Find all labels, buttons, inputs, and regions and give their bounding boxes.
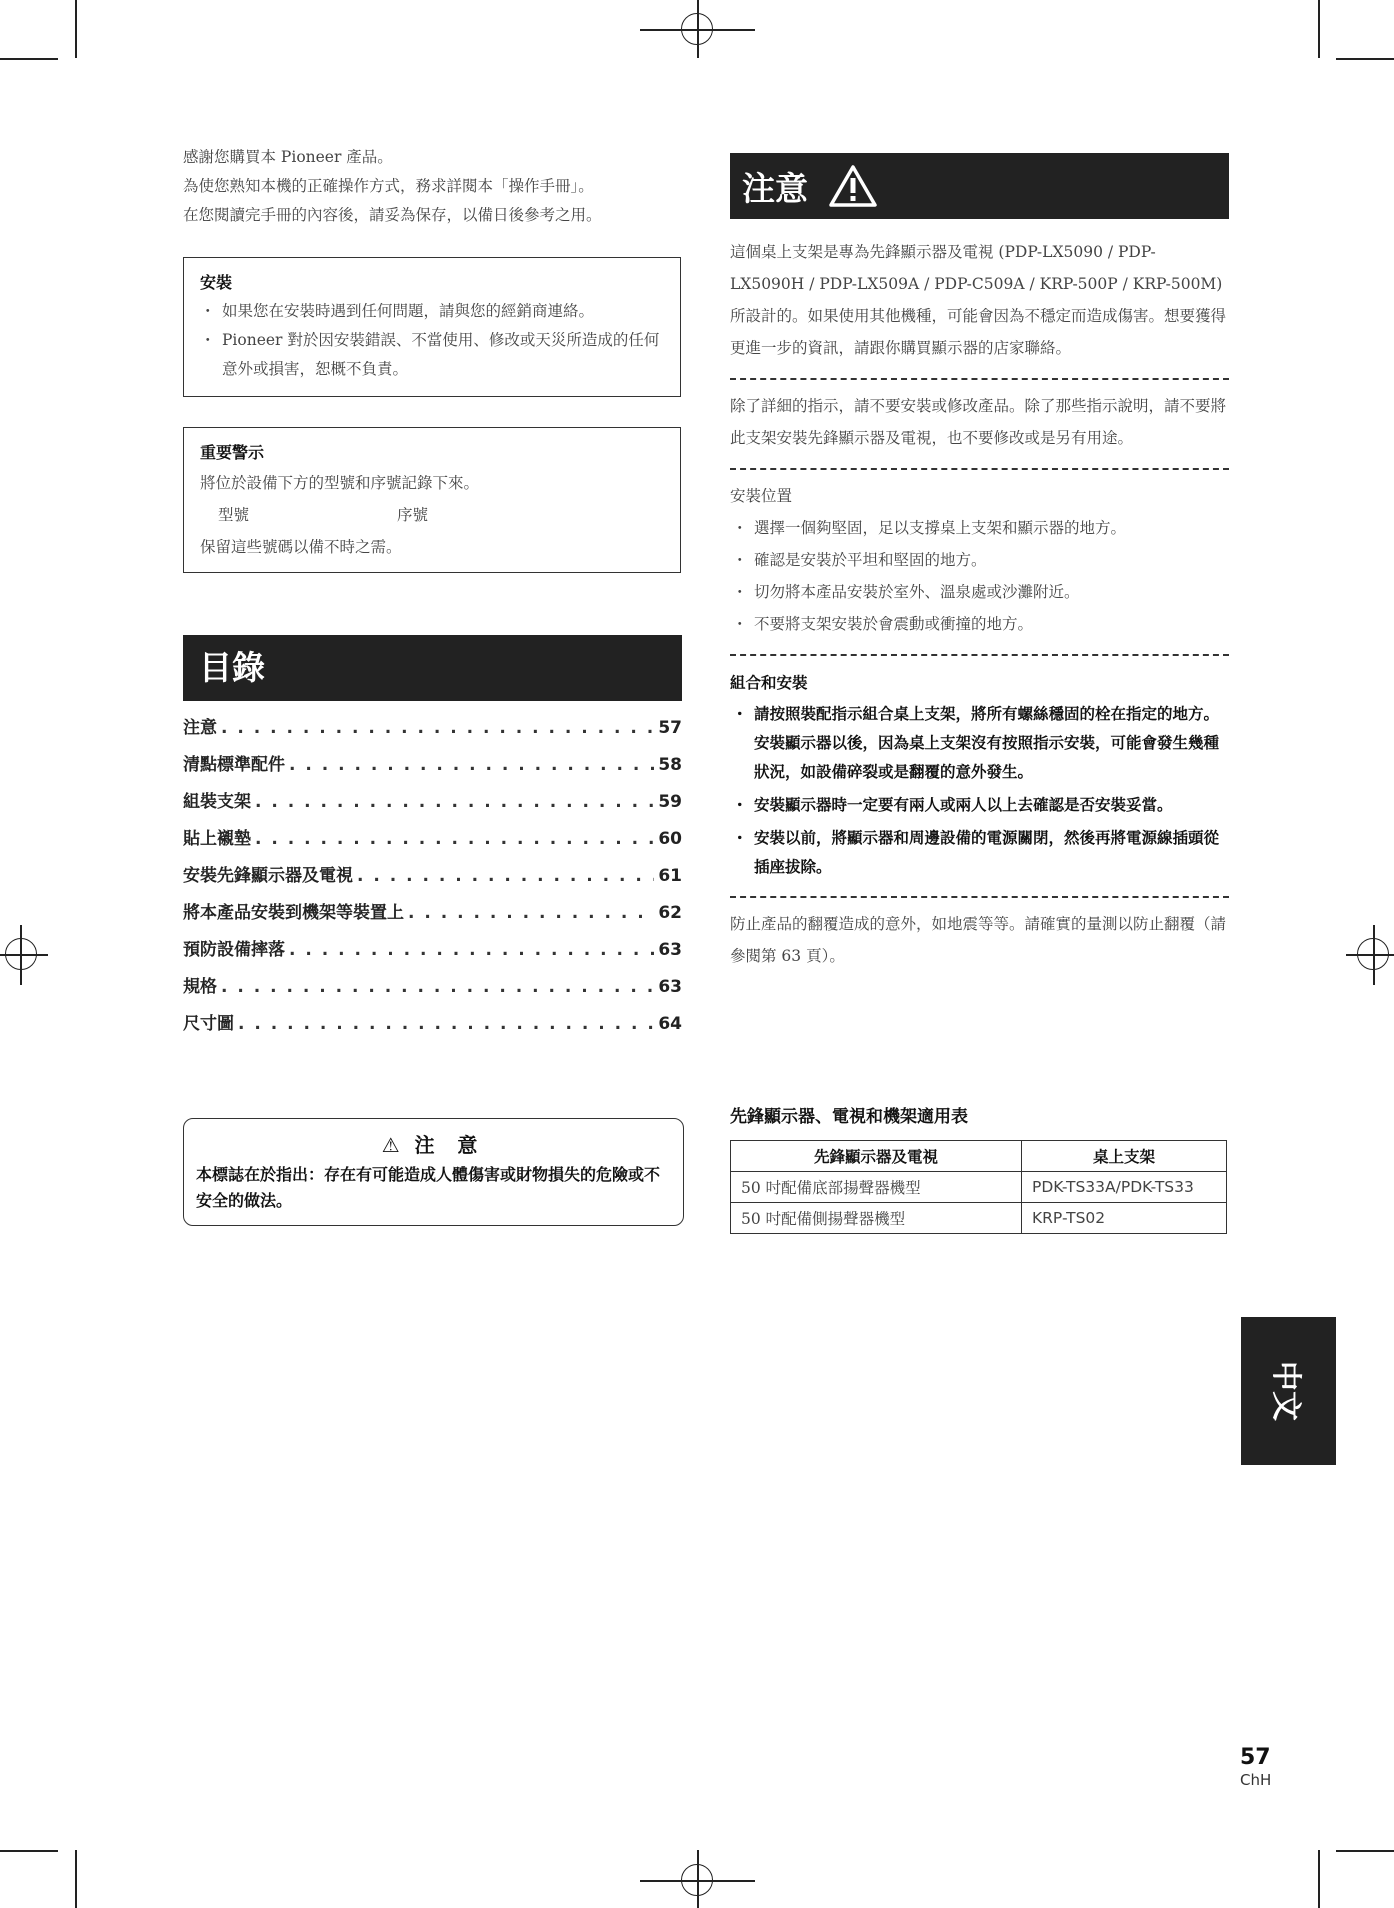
toc-entry-page: 59: [658, 792, 682, 812]
toc-entry[interactable]: [183, 935, 682, 972]
page-number: 57: [1240, 1745, 1271, 1770]
crop-mark: [1318, 0, 1320, 58]
toc-entry[interactable]: [183, 1009, 682, 1046]
table-title: 先鋒顯示器、電視和機架適用表: [730, 1107, 968, 1127]
toc-entry[interactable]: [183, 824, 682, 861]
toc-leader-dots: [221, 718, 654, 738]
location-title: 安裝位置: [730, 487, 793, 505]
table-header: 桌上支架: [1022, 1141, 1227, 1172]
toc-entry-label: 清點標準配件: [183, 755, 285, 775]
warning-text: 本標誌在於指出：存在有可能造成人體傷害或財物損失的危險或不安全的做法。: [196, 1165, 661, 1210]
dashed-divider: [730, 468, 1229, 470]
toc-leader-dots: [408, 903, 654, 923]
warning-triangle-icon: [828, 164, 878, 208]
table-cell: 50 吋配備側揚聲器機型: [731, 1203, 1022, 1234]
registration-mark: [681, 13, 713, 45]
table-cell: KRP-TS02: [1022, 1203, 1227, 1234]
table-row: [731, 1203, 1227, 1234]
caution-intro: 這個桌上支架是專為先鋒顯示器及電視 (PDP-LX5090 / PDP-LX5090H / PDP-LX509A / PDP-C509A / KRP-500P / KRP-500M) 所設計的。如果使用其他機種，可能會因為不穩定而造成傷害。想要獲得更進一步的資訊，請跟你購買顯示器的店家聯絡。: [730, 243, 1227, 357]
dashed-divider: [730, 896, 1229, 898]
location-item: ・ 確認是安裝於平坦和堅固的地方。: [730, 544, 1229, 576]
toc-entry[interactable]: [183, 713, 682, 750]
caution-paragraph: 防止產品的翻覆造成的意外，如地震等等。請確實的量測以防止翻覆（請參閱第 63 頁）。: [730, 915, 1227, 965]
toc-entry-page: 63: [658, 940, 682, 960]
toc-entry[interactable]: [183, 787, 682, 824]
toc-entry[interactable]: [183, 898, 682, 935]
notice-box: [183, 427, 681, 573]
crop-mark: [0, 1850, 58, 1852]
toc-entry-label: 組裝支架: [183, 792, 251, 812]
toc-leader-dots: [221, 977, 654, 997]
crop-mark: [0, 58, 58, 60]
crop-mark: [1336, 1850, 1394, 1852]
assembly-item-text: 安裝以前，將顯示器和周邊設備的電源關閉，然後再將電源線插頭從插座拔除。: [754, 829, 1220, 876]
toc-entry[interactable]: [183, 972, 682, 1009]
toc-entry-label: 將本產品安裝到機架等裝置上: [183, 903, 404, 923]
install-item: ・ Pioneer 對於因安裝錯誤、不當使用、修改或天災所造成的任何意外或損害，恕概不負責。: [200, 326, 664, 384]
toc-entry-page: 61: [658, 866, 682, 886]
location-item: ・ 切勿將本產品安裝於室外、溫泉處或沙灘附近。: [730, 576, 1229, 608]
caution-paragraph: 除了詳細的指示，請不要安裝或修改產品。除了那些指示說明，請不要將此支架安裝先鋒顯示器及電視，也不要修改或是另有用途。: [730, 397, 1227, 447]
caution-title: 注意: [742, 168, 808, 208]
toc-leader-dots: [238, 1014, 654, 1034]
toc-entry-label: 規格: [183, 977, 217, 997]
table-header: 先鋒顯示器及電視: [731, 1141, 1022, 1172]
install-box-title: 安裝: [200, 273, 233, 292]
toc-entry-label: 貼上襯墊: [183, 829, 251, 849]
toc-entry-page: 58: [658, 755, 682, 775]
install-item: ・ 如果您在安裝時遇到任何問題，請與您的經銷商連絡。: [200, 297, 664, 326]
crop-mark: [75, 0, 77, 58]
crop-mark: [75, 1850, 77, 1908]
crop-mark: [1318, 1850, 1320, 1908]
assembly-item: [730, 791, 1229, 820]
compatibility-table: [730, 1140, 1227, 1234]
warning-title: 注 意: [414, 1133, 486, 1157]
assembly-item: [730, 700, 1229, 787]
toc-entry-page: 57: [658, 718, 682, 738]
toc-entry-page: 60: [658, 829, 682, 849]
intro-line: 感謝您購買本 Pioneer 產品。: [183, 148, 393, 166]
location-item: ・ 選擇一個夠堅固，足以支撐桌上支架和顯示器的地方。: [730, 512, 1229, 544]
toc-leader-dots: [255, 829, 654, 849]
intro-line: 為使您熟知本機的正確操作方式，務求詳閱本「操作手冊」。: [183, 177, 594, 195]
registration-mark: [681, 1864, 713, 1896]
assembly-item-sub: 安裝顯示器以後，因為桌上支架沒有按照指示安裝，可能會發生幾種狀況，如設備碎裂或是翻覆的意外發生。: [754, 734, 1220, 781]
warning-box: [183, 1118, 684, 1226]
toc-leader-dots: [255, 792, 654, 812]
serial-label: 序號: [397, 506, 429, 524]
toc-entry-page: 63: [658, 977, 682, 997]
assembly-title: 組合和安裝: [730, 674, 808, 692]
install-box: [183, 257, 681, 397]
toc-leader-dots: [289, 755, 654, 775]
toc-entry-label: 預防設備摔落: [183, 940, 285, 960]
notice-line: 將位於設備下方的型號和序號記錄下來。: [200, 474, 480, 492]
intro-line: 在您閱讀完手冊的內容後，請妥為保存，以備日後參考之用。: [183, 206, 602, 224]
toc-entry-label: 注意: [183, 718, 217, 738]
notice-box-title: 重要警示: [200, 443, 265, 462]
toc-entry-page: 64: [658, 1014, 682, 1034]
toc-list: [183, 713, 682, 1046]
notice-line: 保留這些號碼以備不時之需。: [200, 538, 402, 556]
caution-header: [730, 153, 1229, 219]
toc-title: 目錄: [183, 635, 682, 701]
language-tab: [1241, 1317, 1336, 1465]
assembly-item-text: 請按照裝配指示組合桌上支架，將所有螺絲穩固的栓在指定的地方。: [754, 705, 1220, 723]
language-tab-label: 中文: [1267, 1361, 1303, 1421]
warning-triangle-icon: ⚠: [381, 1133, 400, 1157]
toc-entry[interactable]: [183, 861, 682, 898]
toc-entry-label: 安裝先鋒顯示器及電視: [183, 866, 353, 886]
dashed-divider: [730, 654, 1229, 656]
crop-mark: [1336, 58, 1394, 60]
dashed-divider: [730, 378, 1229, 380]
assembly-item-text: 安裝顯示器時一定要有兩人或兩人以上去確認是否安裝妥當。: [754, 796, 1173, 814]
table-cell: 50 吋配備底部揚聲器機型: [731, 1172, 1022, 1203]
table-header-row: [731, 1141, 1227, 1172]
intro-text: [183, 143, 703, 230]
page-code: ChH: [1240, 1771, 1272, 1789]
toc-leader-dots: [289, 940, 654, 960]
toc-entry-page: 62: [658, 903, 682, 923]
location-item: ・ 不要將支架安裝於會震動或衝撞的地方。: [730, 608, 1229, 640]
toc-leader-dots: [357, 866, 654, 886]
table-row: [731, 1172, 1227, 1203]
caution-content: [730, 236, 1229, 972]
toc-entry-label: 尺寸圖: [183, 1014, 234, 1034]
registration-mark: [5, 938, 37, 970]
assembly-item: [730, 824, 1229, 882]
table-cell: PDK-TS33A/PDK-TS33: [1022, 1172, 1227, 1203]
registration-mark: [1357, 938, 1389, 970]
model-label: 型號: [218, 506, 250, 524]
toc-entry[interactable]: [183, 750, 682, 787]
